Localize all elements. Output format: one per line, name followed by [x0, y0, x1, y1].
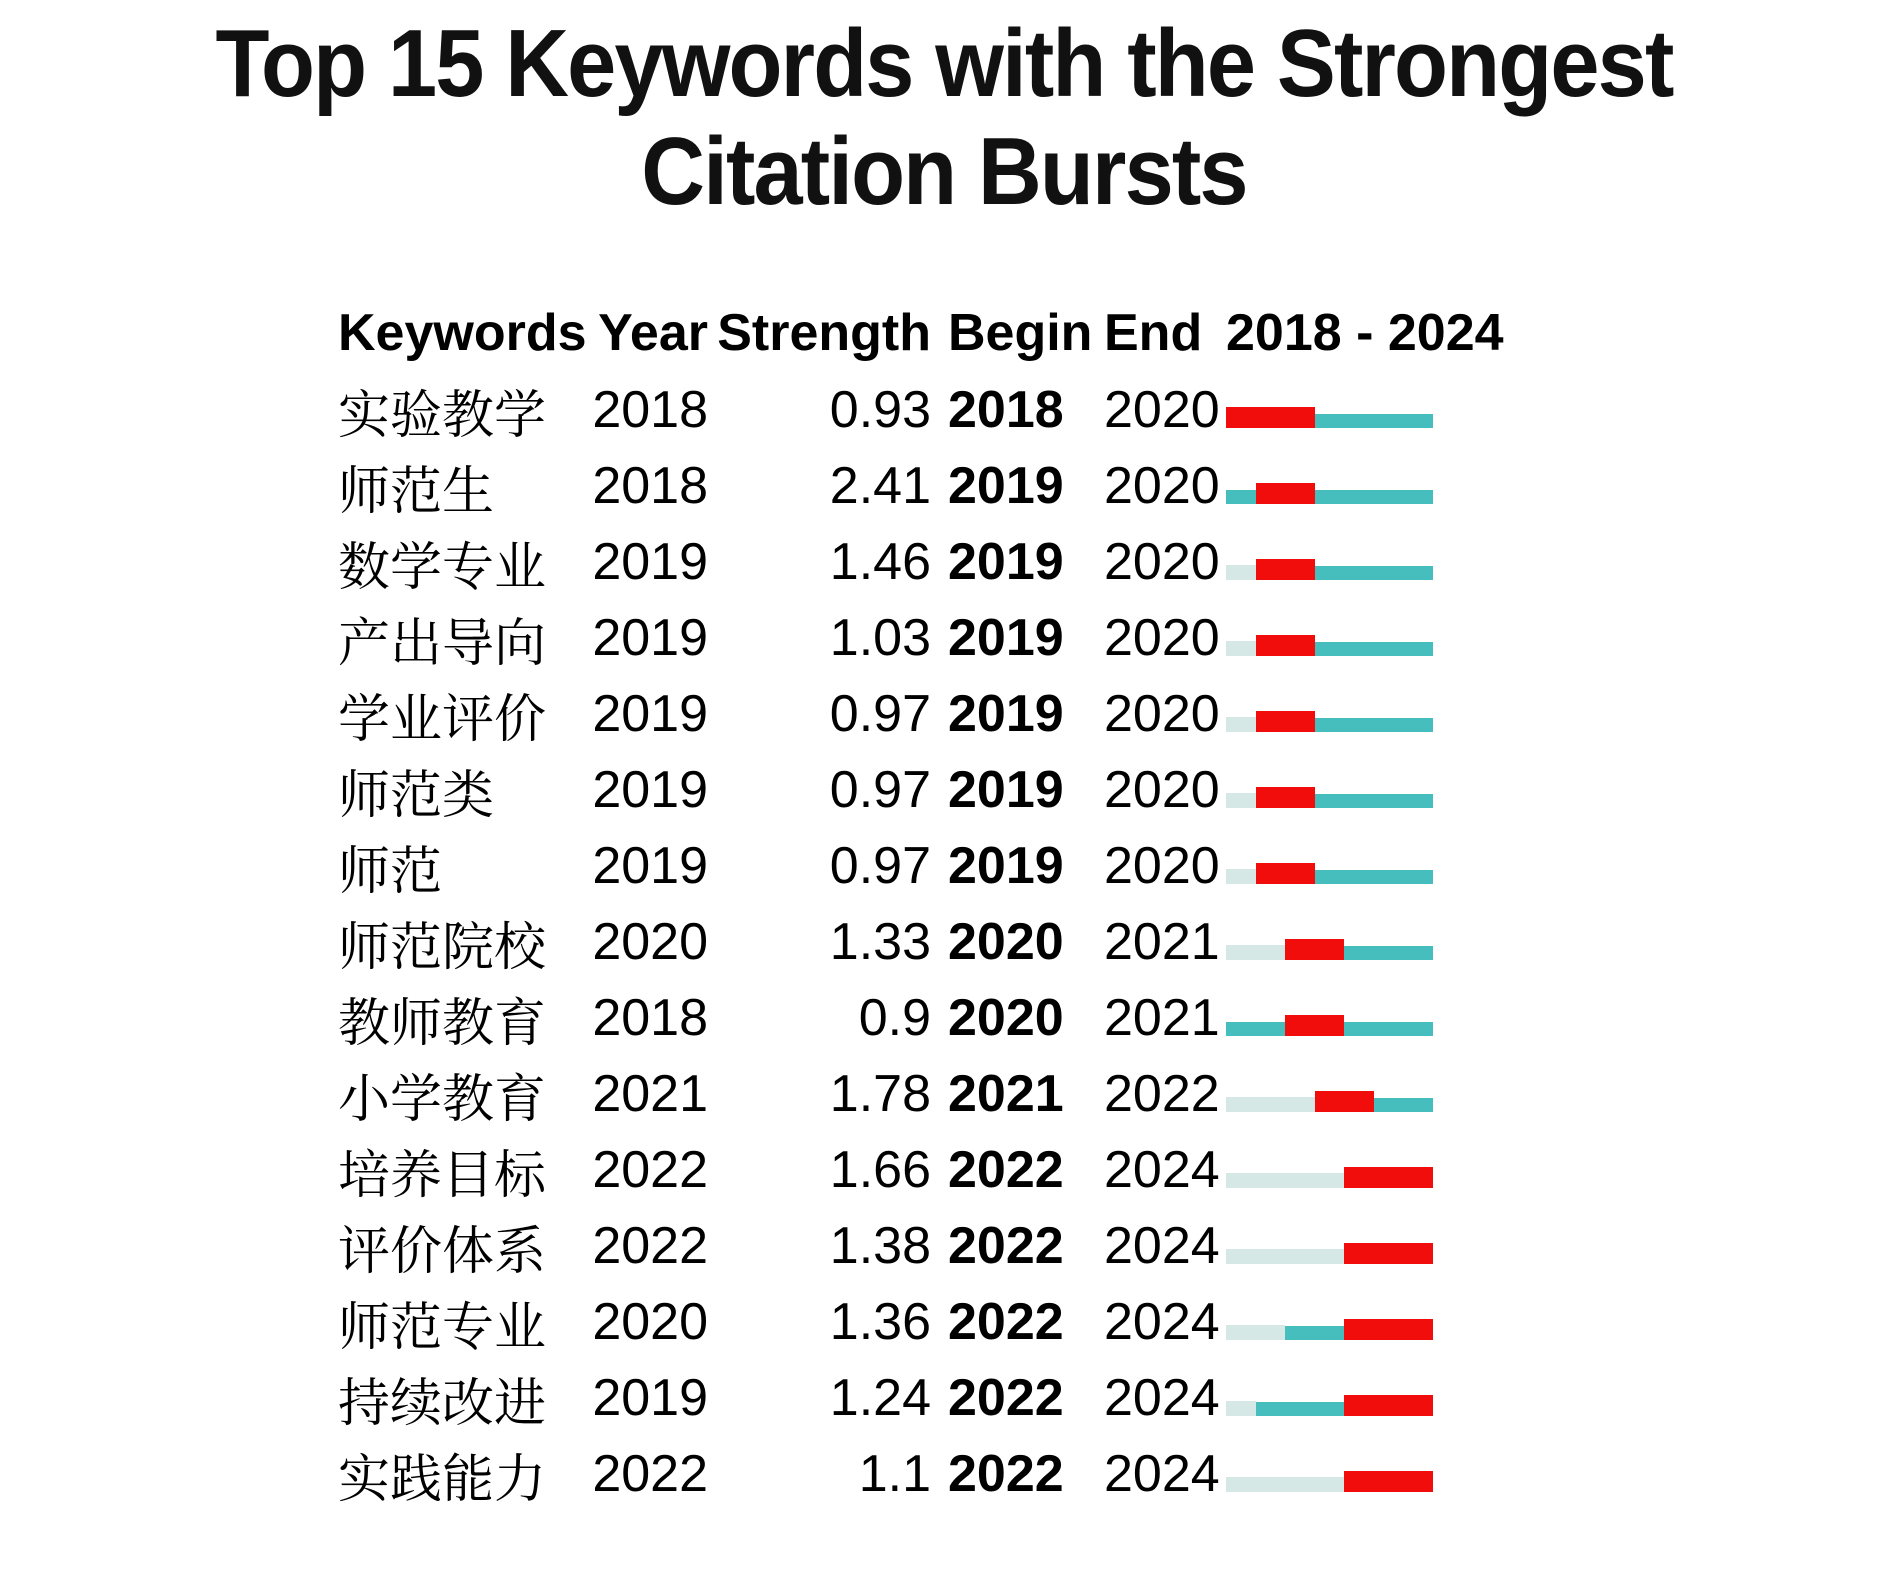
timeline-segment-inactive: [1226, 1097, 1256, 1112]
header-begin: Begin: [948, 304, 1093, 362]
burst-timeline-bar: [1226, 711, 1433, 732]
begin-cell: 2022: [948, 1369, 1064, 1427]
begin-cell: 2019: [948, 685, 1064, 743]
timeline-segment-burst: [1374, 1471, 1404, 1492]
timeline-cell: [1226, 1077, 1888, 1112]
end-cell: 2022: [1104, 1065, 1220, 1123]
strength-cell: 0.93: [829, 381, 931, 439]
timeline-segment-burst: [1374, 1319, 1404, 1340]
end-cell: 2020: [1104, 837, 1220, 895]
timeline-segment-burst: [1344, 1091, 1374, 1112]
begin-cell: 2022: [948, 1141, 1064, 1199]
timeline-segment-burst: [1285, 635, 1315, 656]
keyword-cell: 师范类: [338, 766, 495, 825]
end-cell: 2020: [1104, 685, 1220, 743]
timeline-segment-burst: [1403, 1319, 1433, 1340]
table-row: [338, 1056, 1888, 1132]
timeline-cell: [1226, 545, 1888, 580]
end-cell: 2020: [1104, 533, 1220, 591]
timeline-segment-burst: [1344, 1167, 1374, 1188]
timeline-segment-inactive: [1315, 1173, 1345, 1188]
year-cell: 2019: [592, 609, 708, 667]
timeline-segment-active: [1403, 946, 1433, 960]
burst-timeline-bar: [1226, 1319, 1433, 1340]
end-cell: 2021: [1104, 989, 1220, 1047]
strength-cell: 1.36: [829, 1293, 931, 1351]
timeline-segment-active: [1315, 490, 1345, 504]
timeline-segment-active: [1374, 642, 1404, 656]
timeline-segment-active: [1344, 566, 1374, 580]
year-cell: 2020: [592, 1293, 708, 1351]
timeline-segment-burst: [1256, 711, 1286, 732]
header-year: Year: [598, 304, 708, 362]
burst-timeline-bar: [1226, 1167, 1433, 1188]
begin-cell: 2020: [948, 989, 1064, 1047]
timeline-cell: [1226, 1381, 1888, 1416]
end-cell: 2020: [1104, 761, 1220, 819]
timeline-segment-active: [1403, 794, 1433, 808]
timeline-segment-burst: [1403, 1243, 1433, 1264]
burst-timeline-bar: [1226, 407, 1433, 428]
timeline-cell: [1226, 1229, 1888, 1264]
timeline-segment-burst: [1285, 939, 1315, 960]
timeline-segment-inactive: [1285, 1173, 1315, 1188]
timeline-segment-burst: [1315, 1015, 1345, 1036]
timeline-segment-burst: [1344, 1319, 1374, 1340]
strength-cell: 1.78: [829, 1065, 931, 1123]
begin-cell: 2021: [948, 1065, 1064, 1123]
timeline-segment-inactive: [1226, 793, 1256, 808]
timeline-segment-burst: [1285, 787, 1315, 808]
timeline-segment-active: [1374, 718, 1404, 732]
timeline-segment-burst: [1315, 1091, 1345, 1112]
burst-timeline-bar: [1226, 1471, 1433, 1492]
timeline-segment-active: [1403, 566, 1433, 580]
strength-cell: 0.9: [858, 989, 931, 1047]
keyword-cell: 持续改进: [338, 1374, 547, 1433]
timeline-segment-burst: [1256, 635, 1286, 656]
end-cell: 2021: [1104, 913, 1220, 971]
year-cell: 2019: [592, 1369, 708, 1427]
year-cell: 2018: [592, 381, 708, 439]
timeline-cell: [1226, 469, 1888, 504]
year-cell: 2022: [592, 1445, 708, 1503]
year-cell: 2019: [592, 761, 708, 819]
begin-cell: 2019: [948, 457, 1064, 515]
timeline-segment-burst: [1285, 407, 1315, 428]
timeline-segment-burst: [1344, 1471, 1374, 1492]
timeline-cell: [1226, 1305, 1888, 1340]
timeline-segment-burst: [1285, 483, 1315, 504]
keyword-cell: 师范院校: [338, 918, 547, 977]
timeline-segment-active: [1344, 870, 1374, 884]
timeline-segment-inactive: [1285, 1249, 1315, 1264]
timeline-segment-active: [1403, 870, 1433, 884]
table-row: [338, 1360, 1888, 1436]
timeline-segment-active: [1226, 1022, 1256, 1036]
burst-table: [338, 294, 1888, 1512]
timeline-segment-inactive: [1226, 1477, 1256, 1492]
timeline-segment-active: [1315, 870, 1345, 884]
begin-cell: 2022: [948, 1445, 1064, 1503]
timeline-segment-active: [1374, 414, 1404, 428]
strength-cell: 1.38: [829, 1217, 931, 1275]
keyword-cell: 数学专业: [338, 538, 547, 597]
end-cell: 2024: [1104, 1369, 1220, 1427]
end-cell: 2020: [1104, 609, 1220, 667]
keyword-cell: 产出导向: [338, 614, 547, 673]
timeline-segment-active: [1285, 1402, 1315, 1416]
timeline-cell: [1226, 1457, 1888, 1492]
keyword-cell: 评价体系: [338, 1222, 547, 1281]
timeline-segment-burst: [1226, 407, 1256, 428]
timeline-segment-burst: [1403, 1167, 1433, 1188]
begin-cell: 2018: [948, 381, 1064, 439]
timeline-segment-burst: [1374, 1167, 1404, 1188]
timeline-segment-burst: [1374, 1243, 1404, 1264]
timeline-segment-inactive: [1226, 717, 1256, 732]
timeline-segment-active: [1315, 718, 1345, 732]
timeline-segment-inactive: [1315, 1249, 1345, 1264]
end-cell: 2024: [1104, 1141, 1220, 1199]
timeline-segment-active: [1403, 414, 1433, 428]
timeline-segment-inactive: [1226, 1401, 1256, 1416]
timeline-segment-burst: [1285, 1015, 1315, 1036]
strength-cell: 2.41: [829, 457, 931, 515]
table-row: [338, 676, 1888, 752]
year-cell: 2019: [592, 837, 708, 895]
table-body: [338, 372, 1888, 1512]
timeline-segment-burst: [1256, 407, 1286, 428]
strength-cell: 1.33: [829, 913, 931, 971]
burst-timeline-bar: [1226, 1243, 1433, 1264]
end-cell: 2024: [1104, 1217, 1220, 1275]
begin-cell: 2019: [948, 837, 1064, 895]
timeline-segment-burst: [1403, 1395, 1433, 1416]
timeline-segment-active: [1374, 1098, 1404, 1112]
timeline-cell: [1226, 621, 1888, 656]
timeline-cell: [1226, 925, 1888, 960]
table-row: [338, 1436, 1888, 1512]
begin-cell: 2019: [948, 761, 1064, 819]
header-end: End: [1104, 304, 1203, 362]
table-row: [338, 1132, 1888, 1208]
timeline-segment-active: [1374, 946, 1404, 960]
timeline-segment-active: [1344, 490, 1374, 504]
timeline-segment-active: [1403, 1022, 1433, 1036]
strength-cell: 0.97: [829, 837, 931, 895]
table-row: [338, 904, 1888, 980]
keyword-cell: 教师教育: [338, 994, 547, 1053]
end-cell: 2020: [1104, 381, 1220, 439]
timeline-segment-active: [1315, 1326, 1345, 1340]
strength-cell: 1.66: [829, 1141, 931, 1199]
table-row: [338, 752, 1888, 828]
year-cell: 2020: [592, 913, 708, 971]
year-cell: 2018: [592, 989, 708, 1047]
end-cell: 2024: [1104, 1293, 1220, 1351]
timeline-segment-inactive: [1226, 869, 1256, 884]
timeline-segment-inactive: [1226, 1249, 1256, 1264]
keyword-cell: 师范: [338, 842, 443, 901]
figure-title-line2: Citation Bursts: [641, 118, 1247, 225]
table-header-row: [338, 294, 1888, 372]
table-row: [338, 828, 1888, 904]
timeline-segment-active: [1374, 794, 1404, 808]
strength-cell: 1.24: [829, 1369, 931, 1427]
begin-cell: 2019: [948, 533, 1064, 591]
timeline-segment-active: [1374, 490, 1404, 504]
header-keywords: Keywords: [338, 304, 587, 362]
timeline-segment-burst: [1256, 787, 1286, 808]
year-cell: 2019: [592, 533, 708, 591]
timeline-segment-inactive: [1285, 1097, 1315, 1112]
figure-title: [0, 0, 1888, 226]
strength-cell: 0.97: [829, 761, 931, 819]
keyword-cell: 学业评价: [338, 690, 547, 749]
timeline-segment-inactive: [1226, 641, 1256, 656]
timeline-segment-active: [1403, 642, 1433, 656]
begin-cell: 2022: [948, 1217, 1064, 1275]
timeline-cell: [1226, 773, 1888, 808]
timeline-segment-inactive: [1256, 1173, 1286, 1188]
timeline-segment-inactive: [1256, 1325, 1286, 1340]
keyword-cell: 实验教学: [338, 386, 547, 445]
timeline-segment-active: [1285, 1326, 1315, 1340]
timeline-segment-burst: [1285, 863, 1315, 884]
timeline-segment-active: [1344, 718, 1374, 732]
timeline-segment-active: [1344, 794, 1374, 808]
timeline-segment-inactive: [1226, 945, 1256, 960]
begin-cell: 2022: [948, 1293, 1064, 1351]
table-row: [338, 524, 1888, 600]
strength-cell: 0.97: [829, 685, 931, 743]
timeline-segment-active: [1344, 946, 1374, 960]
table-row: [338, 980, 1888, 1056]
burst-timeline-bar: [1226, 635, 1433, 656]
keyword-cell: 小学教育: [338, 1070, 547, 1129]
keyword-cell: 师范专业: [338, 1298, 547, 1357]
timeline-segment-active: [1256, 1402, 1286, 1416]
strength-cell: 1.46: [829, 533, 931, 591]
timeline-segment-burst: [1344, 1243, 1374, 1264]
burst-timeline-bar: [1226, 1015, 1433, 1036]
timeline-segment-burst: [1374, 1395, 1404, 1416]
timeline-segment-active: [1403, 1098, 1433, 1112]
end-cell: 2020: [1104, 457, 1220, 515]
year-cell: 2022: [592, 1141, 708, 1199]
timeline-segment-active: [1374, 1022, 1404, 1036]
timeline-segment-inactive: [1256, 1477, 1286, 1492]
timeline-segment-burst: [1403, 1471, 1433, 1492]
strength-cell: 1.1: [858, 1445, 931, 1503]
timeline-cell: [1226, 697, 1888, 732]
burst-timeline-bar: [1226, 1091, 1433, 1112]
timeline-segment-active: [1403, 718, 1433, 732]
timeline-segment-burst: [1285, 711, 1315, 732]
timeline-cell: [1226, 1153, 1888, 1188]
timeline-segment-inactive: [1256, 1249, 1286, 1264]
timeline-segment-burst: [1285, 559, 1315, 580]
timeline-segment-active: [1256, 1022, 1286, 1036]
timeline-segment-active: [1315, 1402, 1345, 1416]
timeline-segment-burst: [1256, 863, 1286, 884]
timeline-segment-active: [1344, 1022, 1374, 1036]
timeline-segment-burst: [1256, 559, 1286, 580]
burst-timeline-bar: [1226, 787, 1433, 808]
burst-timeline-bar: [1226, 559, 1433, 580]
keyword-cell: 师范生: [338, 462, 495, 521]
burst-timeline-bar: [1226, 939, 1433, 960]
timeline-segment-active: [1315, 566, 1345, 580]
burst-timeline-bar: [1226, 1395, 1433, 1416]
table-row: [338, 448, 1888, 524]
timeline-segment-inactive: [1315, 1477, 1345, 1492]
timeline-cell: [1226, 393, 1888, 428]
year-cell: 2021: [592, 1065, 708, 1123]
timeline-segment-active: [1403, 490, 1433, 504]
timeline-segment-inactive: [1226, 1173, 1256, 1188]
timeline-segment-burst: [1344, 1395, 1374, 1416]
timeline-segment-inactive: [1285, 1477, 1315, 1492]
figure-title-line1: Top 15 Keywords with the Strongest: [215, 10, 1673, 117]
timeline-segment-inactive: [1226, 565, 1256, 580]
table-row: [338, 600, 1888, 676]
year-cell: 2018: [592, 457, 708, 515]
keyword-cell: 实践能力: [338, 1450, 547, 1509]
burst-timeline-bar: [1226, 483, 1433, 504]
timeline-segment-burst: [1315, 939, 1345, 960]
timeline-cell: [1226, 849, 1888, 884]
timeline-segment-active: [1344, 414, 1374, 428]
table-row: [338, 1208, 1888, 1284]
table-row: [338, 372, 1888, 448]
year-cell: 2019: [592, 685, 708, 743]
timeline-segment-active: [1374, 870, 1404, 884]
header-timeline-range: 2018 - 2024: [1226, 304, 1504, 362]
begin-cell: 2019: [948, 609, 1064, 667]
burst-timeline-bar: [1226, 863, 1433, 884]
timeline-segment-burst: [1256, 483, 1286, 504]
table-row: [338, 1284, 1888, 1360]
header-strength: Strength: [717, 304, 931, 362]
timeline-segment-active: [1226, 490, 1256, 504]
strength-cell: 1.03: [829, 609, 931, 667]
timeline-segment-inactive: [1256, 1097, 1286, 1112]
timeline-segment-active: [1344, 642, 1374, 656]
end-cell: 2024: [1104, 1445, 1220, 1503]
timeline-segment-active: [1374, 566, 1404, 580]
timeline-segment-active: [1315, 794, 1345, 808]
timeline-segment-inactive: [1256, 945, 1286, 960]
timeline-cell: [1226, 1001, 1888, 1036]
begin-cell: 2020: [948, 913, 1064, 971]
timeline-segment-active: [1315, 642, 1345, 656]
timeline-segment-inactive: [1226, 1325, 1256, 1340]
year-cell: 2022: [592, 1217, 708, 1275]
timeline-segment-active: [1315, 414, 1345, 428]
keyword-cell: 培养目标: [338, 1146, 547, 1205]
